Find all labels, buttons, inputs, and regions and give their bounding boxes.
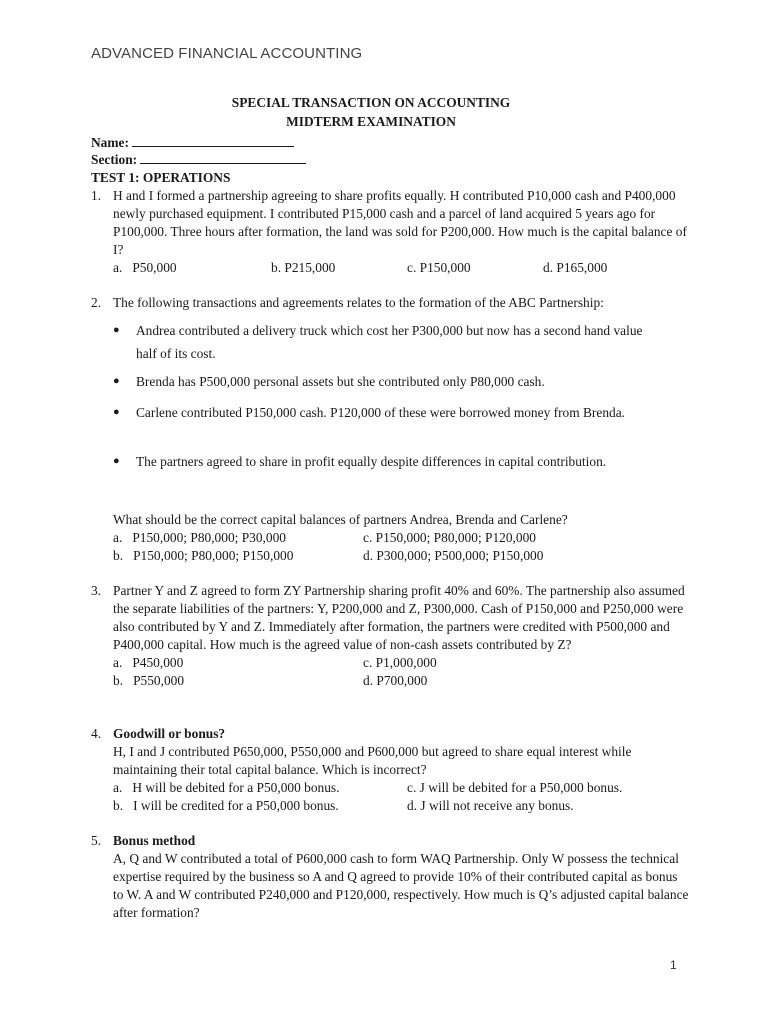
- question-2-prompt: [91, 511, 691, 565]
- choice-row: [113, 547, 691, 565]
- choice-c: c. P150,000; P80,000; P120,000: [363, 530, 536, 545]
- bullet-icon: ●: [113, 324, 120, 336]
- choice-d: d. P700,000: [363, 673, 428, 688]
- section-field: [91, 151, 306, 169]
- course-header: ADVANCED FINANCIAL ACCOUNTING: [91, 45, 363, 62]
- question-number: 1.: [91, 188, 102, 203]
- choice-a: a. P50,000: [113, 260, 177, 275]
- choice-b: b. P215,000: [271, 260, 336, 275]
- bullet-icon: ●: [113, 375, 120, 387]
- question-3: [91, 582, 691, 690]
- question-4: [91, 725, 691, 815]
- choice-row: [113, 672, 691, 690]
- question-text: H, I and J contributed P650,000, P550,000 and P600,000 but agreed to share equal interest while maintaining their total capital balance. Which is incorrect?: [113, 744, 632, 777]
- question-prompt: What should be the correct capital balances of partners Andrea, Brenda and Carlene?: [113, 512, 568, 527]
- choice-a: a. H will be debited for a P50,000 bonus.: [113, 780, 340, 795]
- section-label: Section:: [91, 152, 138, 167]
- section-blank: [140, 151, 306, 164]
- choice-c: c. P150,000: [407, 260, 471, 275]
- question-text: A, Q and W contributed a total of P600,000 cash to form WAQ Partnership. Only W possess the technical expertise required by the business so A and Q agreed to provide 10% of their contributed capital as bonus to W. A and W contributed P240,000 and P120,000, respectively. How much is Q’s adjusted capital balance after formation?: [113, 851, 689, 920]
- question-text: Partner Y and Z agreed to form ZY Partnership sharing profit 40% and 60%. The partnership also assumed the separate liabilities of the partners: Y, P200,000 and Z, P300,000. Cash of P150,000 and P250,000 were also contributed by Y and Z. Immediately after formation, the partners were credited with P500,000 and P400,000 capital. How much is the agreed value of non-cash assets contributed by Z?: [113, 583, 685, 652]
- bullet-item: ● Andrea contributed a delivery truck which cost her P300,000 but now has a second hand value half of its cost.: [91, 319, 646, 365]
- question-text: The following transactions and agreements relates to the formation of the ABC Partnership:: [113, 295, 604, 310]
- question-text: H and I formed a partnership agreeing to share profits equally. H contributed P10,000 cash and P400,000 newly purchased equipment. I contributed P15,000 cash and a parcel of land acquired 5 years ago for P100,000. Three hours after formation, the land was sold for P200,000. How much is the capital balance of I?: [113, 188, 687, 257]
- choice-d: d. P165,000: [543, 260, 608, 275]
- name-blank: [132, 134, 294, 147]
- question-number: 2.: [91, 295, 102, 310]
- name-field: [91, 134, 294, 152]
- choice-row: [113, 654, 691, 672]
- choice-a: a. P450,000: [113, 655, 184, 670]
- test-title: TEST 1: OPERATIONS: [91, 170, 231, 185]
- choice-b: b. P150,000; P80,000; P150,000: [113, 548, 294, 563]
- choice-c: c. J will be debited for a P50,000 bonus.: [407, 780, 623, 795]
- choice-row: [113, 797, 691, 815]
- name-label: Name:: [91, 135, 129, 150]
- choice-list: [113, 259, 691, 277]
- page-number: 1: [670, 958, 677, 972]
- question-number: 4.: [91, 726, 102, 741]
- question-heading: Bonus method: [113, 833, 196, 848]
- choice-d: d. J will not receive any bonus.: [407, 798, 574, 813]
- bullet-item: ● Carlene contributed P150,000 cash. P120,000 of these were borrowed money from Brenda.: [91, 401, 646, 424]
- bullet-icon: ●: [113, 406, 120, 418]
- choice-b: b. I will be credited for a P50,000 bonus.: [113, 798, 339, 813]
- bullet-icon: ●: [113, 455, 120, 467]
- bullet-item: ● Brenda has P500,000 personal assets but she contributed only P80,000 cash.: [91, 370, 646, 393]
- choice-row: [113, 779, 691, 797]
- question-number: 3.: [91, 583, 102, 598]
- exam-title: SPECIAL TRANSACTION ON ACCOUNTING: [231, 95, 511, 110]
- choice-d: d. P300,000; P500,000; P150,000: [363, 548, 544, 563]
- exam-subtitle: MIDTERM EXAMINATION: [286, 114, 456, 129]
- bullet-item: ● The partners agreed to share in profit equally despite differences in capital contribution.: [91, 450, 646, 473]
- question-5: [91, 832, 691, 922]
- question-2: [91, 294, 691, 312]
- choice-a: a. P150,000; P80,000; P30,000: [113, 530, 286, 545]
- choice-c: c. P1,000,000: [363, 655, 437, 670]
- choice-b: b. P550,000: [113, 673, 185, 688]
- choice-row: [113, 529, 691, 547]
- question-heading: Goodwill or bonus?: [113, 726, 226, 741]
- question-1: [91, 187, 691, 277]
- question-number: 5.: [91, 833, 102, 848]
